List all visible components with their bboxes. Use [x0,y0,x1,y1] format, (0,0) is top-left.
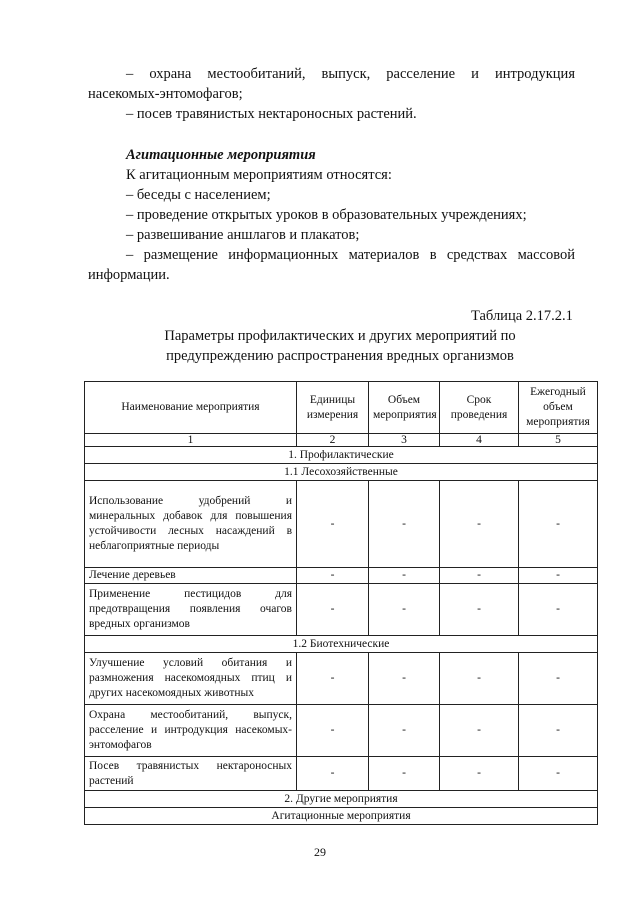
header-units: Единицы измерения [297,382,369,434]
table-row [85,584,598,636]
row-annual: - [519,584,598,636]
row-volume: - [369,568,440,584]
row-term: - [440,705,519,757]
table-row [85,705,598,757]
row-annual: - [519,568,598,584]
row-name: Посев травянистых нектароносных растений [85,757,297,791]
table-row [85,653,598,705]
row-volume: - [369,481,440,568]
row-units: - [297,584,369,636]
row-units: - [297,653,369,705]
row-units: - [297,568,369,584]
header-annual: Ежегодный объем мероприятия [519,382,598,434]
row-term: - [440,584,519,636]
agitation-item-2: – проведение открытых уроков в образовательных учреждениях; [126,207,527,223]
header-name: Наименование мероприятия [85,382,297,434]
section-row [85,447,598,464]
row-name: Охрана местообитаний, выпуск, расселение и интродукция насекомых-энтомофагов [85,705,297,757]
row-term: - [440,757,519,791]
row-units: - [297,705,369,757]
table-row [85,757,598,791]
row-annual: - [519,653,598,705]
row-term: - [440,653,519,705]
subsection-row [85,464,598,481]
col-number: 3 [369,434,440,447]
agitation-heading: Агитационные мероприятия [126,147,316,163]
row-volume: - [369,757,440,791]
header-volume: Объем мероприятия [369,382,440,434]
row-name: Улучшение условий обитания и размножения насекомоядных птиц и других насекомоядных животных [85,653,297,705]
col-number: 4 [440,434,519,447]
col-number: 1 [85,434,297,447]
row-units: - [297,481,369,568]
table-title-line-1: Параметры профилактических и других мероприятий по [164,328,516,344]
agitation-item-4: – размещение информационных материалов в средствах массовой [126,247,575,263]
page-number: 29 [314,845,326,859]
header-term: Срок проведения [440,382,519,434]
col-number: 5 [519,434,598,447]
col-number: 2 [297,434,369,447]
subsection-row [85,808,598,825]
row-name: Лечение деревьев [85,568,297,584]
row-annual: - [519,705,598,757]
row-term: - [440,481,519,568]
intro-line-1: – охрана местообитаний, выпуск, расселение и интродукция [126,66,575,82]
row-name: Использование удобрений и минеральных добавок для повышения устойчивости лесных насаждений в неблагоприятные периоды [85,481,297,568]
row-annual: - [519,757,598,791]
section-row [85,791,598,808]
agitation-item-4-cont: информации. [88,267,170,283]
row-volume: - [369,584,440,636]
agitation-item-1: – беседы с населением; [126,187,271,203]
row-annual: - [519,481,598,568]
row-name: Применение пестицидов для предотвращения появления очагов вредных организмов [85,584,297,636]
row-volume: - [369,705,440,757]
table-row [85,481,598,568]
agitation-item-3: – развешивание аншлагов и плакатов; [126,227,360,243]
subsection-row [85,636,598,653]
row-units: - [297,757,369,791]
row-volume: - [369,653,440,705]
table-row [85,568,598,584]
agitation-lead: К агитационным мероприятиям относятся: [126,167,392,183]
intro-line-2: насекомых-энтомофагов; [88,86,243,102]
column-number-row [85,434,598,447]
table-number: Таблица 2.17.2.1 [471,308,573,324]
subsection-forestry: 1.1 Лесохозяйственные [85,464,598,481]
row-term: - [440,568,519,584]
subsection-agitation: Агитационные мероприятия [85,808,598,825]
parameters-table [84,381,598,825]
intro-line-3: – посев травянистых нектароносных растений. [126,106,417,122]
table-title-line-2: предупреждению распространения вредных организмов [166,348,514,364]
subsection-biotechnical: 1.2 Биотехнические [85,636,598,653]
section-preventive: 1. Профилактические [85,447,598,464]
section-other: 2. Другие мероприятия [85,791,598,808]
header-row [85,382,598,434]
